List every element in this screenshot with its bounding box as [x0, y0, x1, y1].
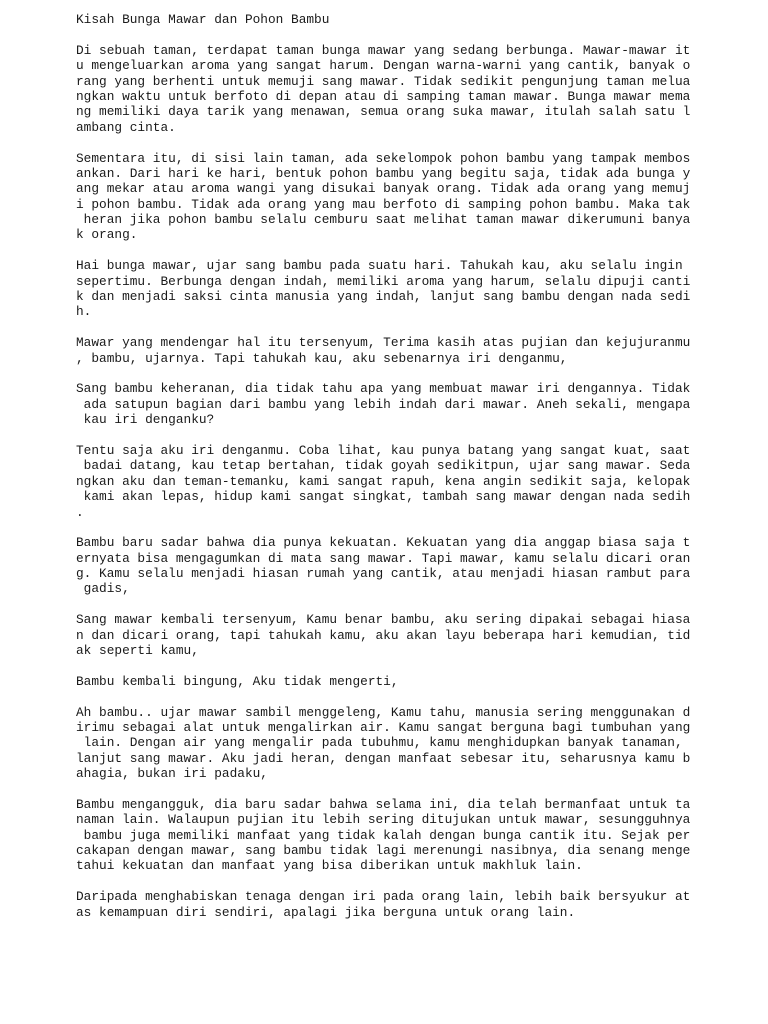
- document-body: [76, 43, 696, 920]
- text-line: , bambu, ujarnya. Tapi tahukah kau, aku sebenarnya iri denganmu,: [76, 350, 568, 366]
- document-title: Kisah Bunga Mawar dan Pohon Bambu: [76, 12, 330, 27]
- text-line: tahui kekuatan dan manfaat yang bisa diberikan untuk makhluk lain.: [76, 858, 583, 874]
- text-line: Di sebuah taman, terdapat taman bunga mawar yang sedang berbunga. Mawar-mawar it: [76, 42, 691, 58]
- paragraph: [76, 381, 696, 427]
- paragraph: [76, 535, 696, 597]
- text-line: n dan dicari orang, tapi tahukah kamu, aku akan layu beberapa hari kemudian, tid: [76, 627, 691, 643]
- text-line: ngkan waktu untuk berfoto di depan atau di samping taman mawar. Bunga mawar mema: [76, 88, 691, 104]
- text-line: ngkan aku dan teman-temanku, kami sangat rapuh, kena angin sedikit saja, kelopak: [76, 473, 691, 489]
- text-line: gadis,: [76, 581, 130, 597]
- text-line: ernyata bisa mengagumkan di mata sang mawar. Tapi mawar, kamu selalu dicari oran: [76, 550, 691, 566]
- text-line: Mawar yang mendengar hal itu tersenyum, Terima kasih atas pujian dan kejujuranmu: [76, 335, 691, 351]
- text-line: kau iri denganku?: [76, 412, 215, 428]
- paragraph: [76, 705, 696, 782]
- text-line: h.: [76, 304, 92, 320]
- paragraph: [76, 151, 696, 243]
- paragraph: [76, 43, 696, 135]
- text-line: badai datang, kau tetap bertahan, tidak goyah sedikitpun, ujar sang mawar. Seda: [76, 458, 691, 474]
- text-line: rang yang berhenti untuk memuji sang mawar. Tidak sedikit pengunjung taman melua: [76, 73, 691, 89]
- paragraph: [76, 612, 696, 658]
- text-line: lanjut sang mawar. Aku jadi heran, dengan manfaat sebesar itu, seharusnya kamu b: [76, 750, 691, 766]
- text-line: ng memiliki daya tarik yang menawan, semua orang suka mawar, itulah salah satu l: [76, 104, 691, 120]
- text-line: Bambu baru sadar bahwa dia punya kekuatan. Kekuatan yang dia anggap biasa saja t: [76, 535, 691, 551]
- text-line: Sang mawar kembali tersenyum, Kamu benar bambu, aku sering dipakai sebagai hiasa: [76, 612, 691, 628]
- text-line: Bambu mengangguk, dia baru sadar bahwa selama ini, dia telah bermanfaat untuk ta: [76, 796, 691, 812]
- paragraph: [76, 797, 696, 874]
- text-line: g. Kamu selalu menjadi hiasan rumah yang cantik, atau menjadi hiasan rambut para: [76, 566, 691, 582]
- text-line: irimu sebagai alat untuk mengalirkan air. Kamu sangat berguna bagi tumbuhan yang: [76, 719, 691, 735]
- text-line: u mengeluarkan aroma yang sangat harum. Dengan warna-warni yang cantik, banyak o: [76, 58, 691, 74]
- text-line: as kemampuan diri sendiri, apalagi jika berguna untuk orang lain.: [76, 904, 576, 920]
- text-line: k orang.: [76, 227, 138, 243]
- text-line: bambu juga memiliki manfaat yang tidak kalah dengan bunga cantik itu. Sejak per: [76, 827, 691, 843]
- paragraph: [76, 889, 696, 920]
- text-line: Daripada menghabiskan tenaga dengan iri pada orang lain, lebih baik bersyukur at: [76, 889, 691, 905]
- text-line: Bambu kembali bingung, Aku tidak mengerti,: [76, 673, 399, 689]
- text-line: Hai bunga mawar, ujar sang bambu pada suatu hari. Tahukah kau, aku selalu ingin: [76, 258, 683, 274]
- text-line: Sang bambu keheranan, dia tidak tahu apa yang membuat mawar iri dengannya. Tidak: [76, 381, 691, 397]
- text-line: Sementara itu, di sisi lain taman, ada sekelompok pohon bambu yang tampak membos: [76, 150, 691, 166]
- text-line: ahagia, bukan iri padaku,: [76, 766, 268, 782]
- text-line: ambang cinta.: [76, 119, 176, 135]
- text-line: cakapan dengan mawar, sang bambu tidak lagi merenungi nasibnya, dia senang menge: [76, 843, 691, 859]
- text-line: heran jika pohon bambu selalu cemburu saat melihat taman mawar dikerumuni banya: [76, 212, 691, 228]
- text-line: i pohon bambu. Tidak ada orang yang mau berfoto di samping pohon bambu. Maka tak: [76, 196, 691, 212]
- text-line: Ah bambu.. ujar mawar sambil menggeleng, Kamu tahu, manusia sering menggunakan d: [76, 704, 691, 720]
- text-line: naman lain. Walaupun pujian itu lebih sering ditujukan untuk mawar, sesungguhnya: [76, 812, 691, 828]
- paragraph: [76, 674, 696, 689]
- text-line: .: [76, 504, 84, 520]
- text-line: ak seperti kamu,: [76, 643, 199, 659]
- text-line: sepertimu. Berbunga dengan indah, memiliki aroma yang harum, selalu dipuji canti: [76, 273, 691, 289]
- text-line: ada satupun bagian dari bambu yang lebih indah dari mawar. Aneh sekali, mengapa: [76, 396, 691, 412]
- text-line: kami akan lepas, hidup kami sangat singkat, tambah sang mawar dengan nada sedih: [76, 489, 691, 505]
- paragraph: [76, 335, 696, 366]
- paragraph: [76, 258, 696, 320]
- document-page: [76, 12, 696, 935]
- text-line: Tentu saja aku iri denganmu. Coba lihat, kau punya batang yang sangat kuat, saat: [76, 442, 691, 458]
- text-line: ang mekar atau aroma wangi yang disukai banyak orang. Tidak ada orang yang memuj: [76, 181, 691, 197]
- text-line: k dan menjadi saksi cinta manusia yang indah, lanjut sang bambu dengan nada sedi: [76, 289, 691, 305]
- paragraph: [76, 443, 696, 520]
- text-line: ankan. Dari hari ke hari, bentuk pohon bambu yang begitu saja, tidak ada bunga y: [76, 165, 691, 181]
- text-line: lain. Dengan air yang mengalir pada tubuhmu, kamu menghidupkan banyak tanaman,: [76, 735, 683, 751]
